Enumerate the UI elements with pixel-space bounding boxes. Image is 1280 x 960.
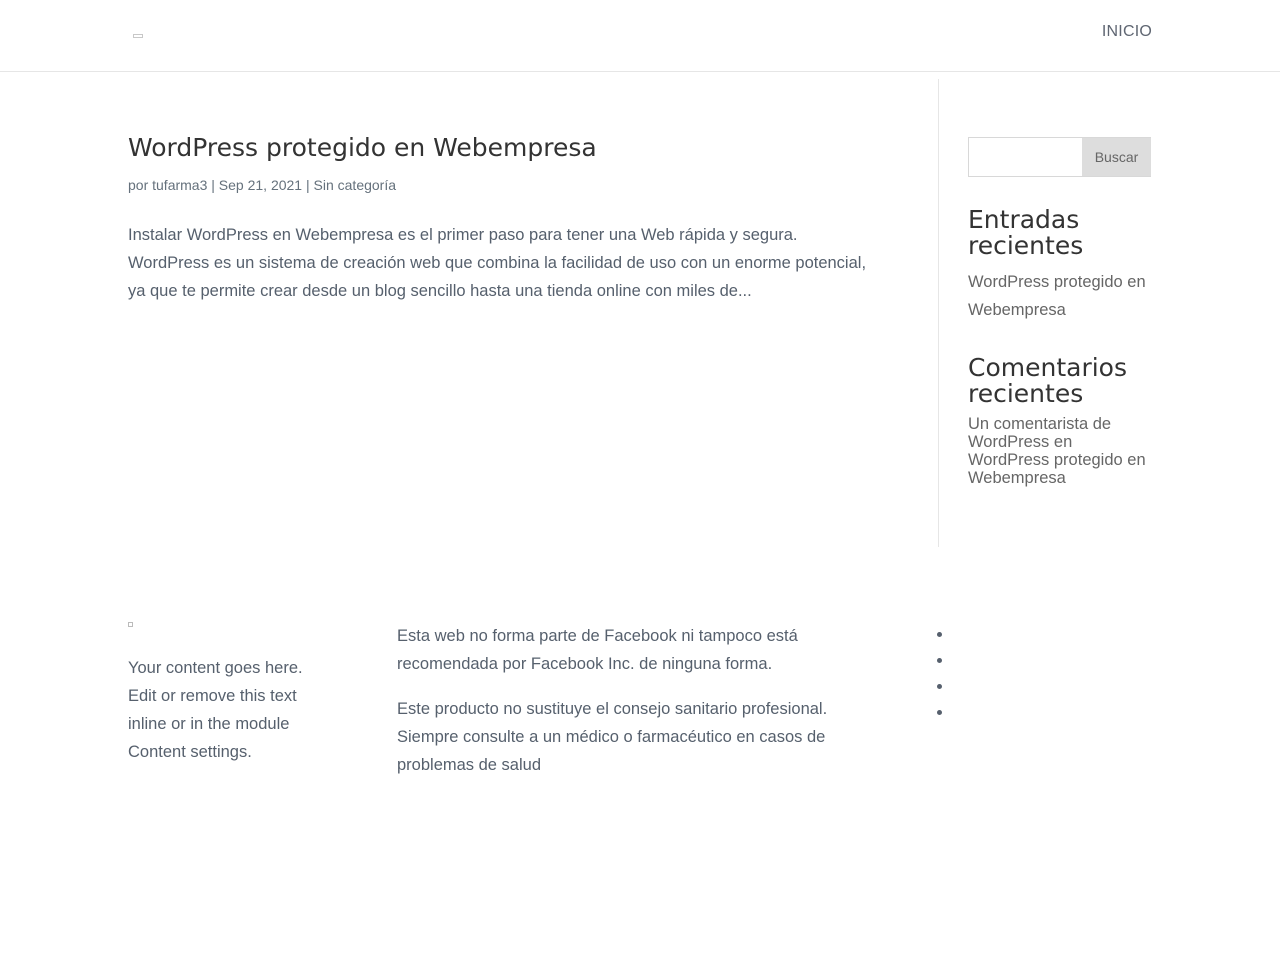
post-meta-separator: |	[305, 177, 310, 193]
footer-disclaimer-health: Este producto no sustituye el consejo sanitario profesional. Siempre consulte a un médico o farmacéutico en casos de problemas de salud	[397, 700, 828, 774]
comment-post-link[interactable]: WordPress protegido en Webempresa	[968, 451, 1146, 487]
post-meta-separator: |	[211, 177, 215, 193]
post-meta-prefix: por	[128, 177, 149, 193]
search-form	[968, 137, 1151, 177]
site-header	[0, 0, 1280, 72]
recent-comment-item	[968, 415, 1158, 487]
post-meta	[128, 177, 396, 193]
search-button[interactable]: Buscar	[1082, 138, 1151, 176]
post-author-link[interactable]: tufarma3	[152, 177, 208, 193]
comment-connector: en	[1053, 433, 1073, 451]
recent-posts-title: Entradas recientes	[968, 205, 1084, 260]
footer-image	[128, 622, 133, 627]
nav-link-inicio[interactable]: INICIO	[1101, 23, 1152, 40]
post-category-link[interactable]: Sin categoría	[313, 177, 397, 193]
footer-disclaimer-facebook: Esta web no forma parte de Facebook ni tampoco está recomendada por Facebook Inc. de ninguna forma.	[397, 627, 798, 673]
post-title[interactable]: WordPress protegido en Webempresa	[128, 133, 597, 162]
comment-author-link[interactable]: Un comentarista de WordPress	[968, 415, 1112, 451]
post-excerpt: Instalar WordPress en Webempresa es el primer paso para tener una Web rápida y segura. WordPress es un sistema de creación web que combina la facilidad de uso con un enorme potencial, ya que te permite crear desde un blog sencillo hasta una tienda online con miles de...	[128, 226, 867, 300]
footer-text-module: Your content goes here. Edit or remove this text inline or in the module Content settings.	[128, 659, 303, 761]
sidebar-divider	[938, 79, 939, 547]
search-input[interactable]	[969, 138, 1082, 176]
site-logo[interactable]	[133, 34, 143, 38]
post-date: Sep 21, 2021	[218, 177, 303, 193]
recent-comments-title: Comentarios recientes	[968, 353, 1127, 408]
recent-post-link[interactable]: WordPress protegido en Webempresa	[968, 273, 1146, 319]
